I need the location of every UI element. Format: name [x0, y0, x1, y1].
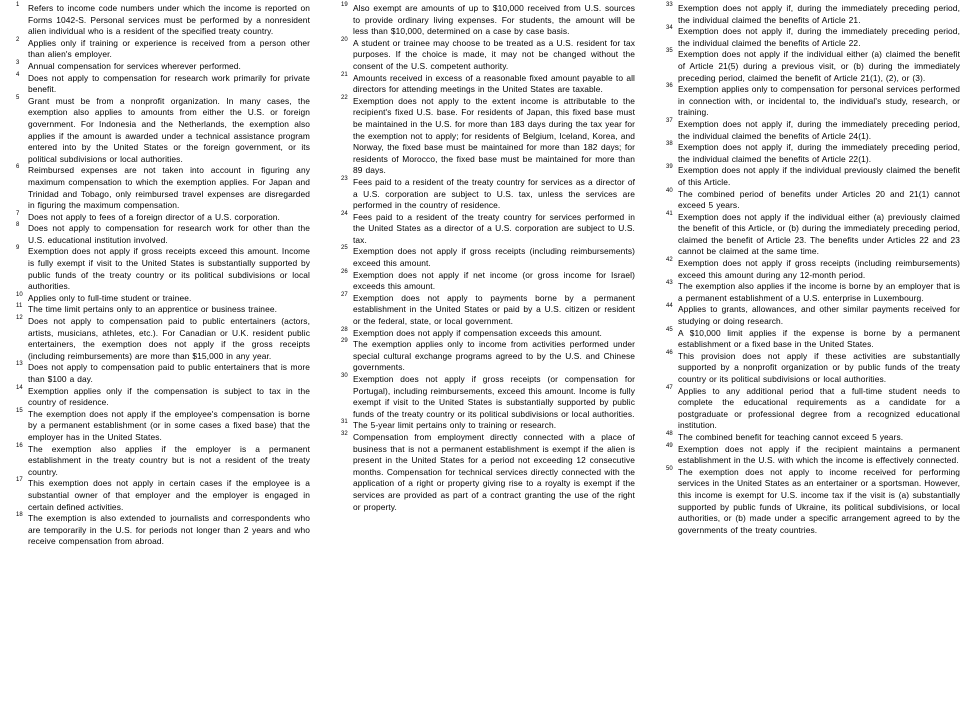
- footnote-29: [341, 339, 635, 374]
- footnote-14: [16, 386, 310, 409]
- footnote-text: The time limit pertains only to an apprentice or business trainee.: [28, 304, 278, 315]
- footnote-number: 31: [341, 419, 348, 426]
- footnote-number: 41: [666, 210, 673, 217]
- footnote-text: Exemption does not apply if, during the immediately preceding period, the individual claimed the benefits of Article 22(1).: [678, 142, 960, 164]
- footnote-27: [341, 293, 635, 328]
- footnote-text: Fees paid to a resident of the treaty country for services performed in the United States as a director of a U.S. corporation are subject to U.S. tax.: [353, 211, 635, 245]
- footnote-number: 43: [666, 280, 673, 287]
- footnote-24: [341, 212, 635, 247]
- footnote-text: Does not apply to fees of a foreign director of a U.S. corporation.: [28, 211, 280, 222]
- footnote-number: 23: [341, 175, 348, 182]
- footnote-number: 45: [666, 326, 673, 333]
- footnote-number: 39: [666, 164, 673, 171]
- footnote-number: 37: [666, 117, 673, 124]
- footnote-text: Exemption does not apply if, during the immediately preceding period, the individual claimed the benefits of Article 21.: [678, 3, 960, 25]
- footnote-number: 35: [666, 48, 673, 55]
- footnote-number: 33: [666, 2, 673, 8]
- footnote-text: The exemption does not apply to income received for performing services in the United States as an entertainer or a sportsman. However, this income is exempt for U.S. income tax if the visit is (a) substantially supported by public funds of Ukraine, its political subdivisions, or local authorities, or (b) made under a specific arrangement agreed to by the governments of the treaty countries.: [678, 466, 960, 535]
- footnote-47: [666, 386, 960, 432]
- footnote-text: Exemption does not apply if gross receipts (including reimbursements) exceed this amount during any 12-month period.: [678, 258, 960, 280]
- footnote-number: 49: [666, 442, 673, 449]
- footnote-number: 26: [341, 268, 348, 275]
- footnote-2: [16, 38, 310, 61]
- footnote-number: 15: [16, 407, 23, 414]
- footnote-text: Exemption does not apply if the individual either (a) previously claimed the benefit of this Article, or (b) during the immediately preceding period, claimed the benefit of Article 23. The benefits under Articles 22 and 23 cannot be claimed at the same time.: [678, 211, 960, 257]
- footnote-13: [16, 362, 310, 385]
- footnote-number: 9: [16, 245, 20, 252]
- footnote-text: Applies only to full-time student or trainee.: [28, 292, 192, 303]
- footnote-30: [341, 374, 635, 420]
- footnote-column-1: [16, 3, 310, 548]
- footnote-number: 1: [16, 2, 20, 8]
- footnote-28: [341, 328, 635, 340]
- footnote-text: Exemption does not apply if, during the immediately preceding period, the individual claimed the benefits of Article 24(1).: [678, 118, 960, 141]
- footnote-number: 32: [341, 430, 348, 437]
- footnote-9: [16, 246, 310, 292]
- footnote-43: [666, 281, 960, 304]
- footnote-16: [16, 444, 310, 479]
- footnote-text: This provision does not apply if these activities are substantially supported by a nonprofit organization or by public funds of the treaty country or its political subdivisions or local authorities.: [678, 350, 960, 384]
- footnote-36: [666, 84, 960, 119]
- footnote-text: Exemption does not apply if gross receipts exceed this amount. Income is fully exempt if visit to the United States is substantially supported by public funds of the treaty country or its political subdivisions or local authorities.: [28, 246, 310, 292]
- footnote-number: 10: [16, 291, 23, 298]
- footnote-text: A student or trainee may choose to be treated as a U.S. resident for tax purposes. If the choice is made, it may not be changed without the consent of the U.S. competent authority.: [353, 37, 635, 71]
- footnote-5: [16, 96, 310, 166]
- footnote-35: [666, 49, 960, 84]
- footnote-18: [16, 513, 310, 548]
- footnote-text: Does not apply to compensation paid to public entertainers (actors, artists, musicians, athletes, etc.). For Canadian or U.K. resident public entertainers, the exemption does not apply if the gross receipts (including reimbursements) are more than $15,000 in any year.: [28, 316, 310, 361]
- footnote-20: [341, 38, 635, 73]
- footnote-26: [341, 270, 635, 293]
- footnote-33: [666, 3, 960, 26]
- footnote-17: [16, 478, 310, 513]
- footnote-38: [666, 142, 960, 165]
- footnote-39: [666, 165, 960, 188]
- footnote-45: [666, 328, 960, 351]
- footnote-7: [16, 212, 310, 224]
- footnote-text: Exemption does not apply if the recipient maintains a permanent establishment in the U.S. with which the income is effectively connected.: [678, 443, 960, 466]
- footnote-number: 40: [666, 187, 673, 194]
- footnote-number: 16: [16, 442, 23, 449]
- footnote-text: Exemption does not apply if gross receipts (including reimbursements) exceed this amount.: [353, 246, 635, 269]
- footnote-19: [341, 3, 635, 38]
- footnote-31: [341, 420, 635, 432]
- footnote-1: [16, 3, 310, 38]
- footnote-text: The 5-year limit pertains only to training or research.: [353, 420, 557, 431]
- footnote-number: 24: [341, 210, 348, 217]
- footnote-text: The combined benefit for teaching cannot exceed 5 years.: [678, 431, 904, 442]
- footnote-number: 4: [16, 71, 20, 78]
- footnote-number: 5: [16, 94, 20, 101]
- footnote-number: 36: [666, 83, 673, 90]
- footnote-text: Also exempt are amounts of up to $10,000 received from U.S. sources to provide ordinary living expenses. For students, the amount will be less than $10,000, determined on a case by case basis.: [353, 3, 635, 37]
- footnote-4: [16, 73, 310, 96]
- footnote-number: 30: [341, 373, 348, 379]
- footnote-number: 47: [666, 384, 673, 391]
- footnote-column-3: [666, 3, 960, 548]
- footnote-40: [666, 189, 960, 212]
- footnote-text: Grant must be from a nonprofit organization. In many cases, the exemption also applies to amounts from either the U.S. or foreign government. For Indonesia and the Netherlands, the exemption also applies if the amount is awarded under a technical assistance program entered into by the United States or the foreign government, or its political subdivisions or local authorities.: [28, 95, 310, 164]
- footnote-text: Exemption does not apply to the extent income is attributable to the recipient's fixed U.S. base. For residents of Japan, this fixed base must be maintained in the U.S. for more than 183 days during the tax year for the exemption not to apply; for residents of Belgium, Iceland, Korea, and Norway, the fixed base must be maintained for more than 182 days; for residents of Morocco, the fixed base must be maintained for more than 89 days.: [353, 95, 635, 176]
- footnote-number: 20: [341, 36, 348, 43]
- footnote-number: 18: [16, 512, 23, 519]
- footnote-text: Does not apply to compensation for research work primarily for private benefit.: [28, 72, 310, 95]
- footnote-25: [341, 246, 635, 269]
- footnote-50: [666, 467, 960, 537]
- footnote-text: The combined period of benefits under Articles 20 and 21(1) cannot exceed 5 years.: [678, 188, 960, 211]
- footnote-number: 44: [666, 303, 673, 310]
- footnote-number: 19: [341, 2, 348, 8]
- footnote-48: [666, 432, 960, 444]
- footnote-text: The exemption is also extended to journalists and correspondents who are temporarily in the U.S. for periods not longer than 2 years and who receive compensation from abroad.: [28, 513, 310, 547]
- footnote-text: Exemption does not apply if the individual previously claimed the benefit of this Article.: [678, 165, 960, 187]
- footnote-number: 12: [16, 315, 23, 322]
- footnote-number: 27: [341, 291, 348, 298]
- footnote-column-2: [341, 3, 635, 548]
- footnote-number: 34: [666, 25, 673, 32]
- footnote-text: Does not apply to compensation paid to public entertainers that is more than $100 a day.: [28, 362, 310, 384]
- footnote-text: Fees paid to a resident of the treaty country for services as a director of a U.S. corporation are subject to U.S. tax, unless the services are performed in the country of residence.: [353, 176, 635, 211]
- footnote-text: A $10,000 limit applies if the expense is borne by a permanent establishment or a fixed base in the United States.: [678, 327, 960, 350]
- footnote-37: [666, 119, 960, 142]
- footnote-text: Does not apply to compensation for research work for other than the U.S. educational institution involved.: [28, 223, 310, 245]
- footnote-text: Exemption does not apply to payments borne by a permanent establishment in the United States or paid by a U.S. citizen or resident or the federal, state, or local government.: [353, 292, 635, 327]
- footnote-text: Exemption does not apply if, during the immediately preceding period, the individual claimed the benefits of Article 22.: [678, 26, 960, 48]
- footnote-text: Exemption does not apply if net income (or gross income for Israel) exceeds this amount.: [353, 269, 635, 292]
- footnote-text: The exemption applies only to income from activities performed under special cultural exchange programs agreed to by the U.S. and Chinese governments.: [353, 339, 635, 373]
- footnote-text: The exemption does not apply if the employee's compensation is borne by a permanent establishment (or in some cases a fixed base) that the employer has in the United States.: [28, 408, 310, 442]
- footnote-text: Exemption does not apply if compensation exceeds this amount.: [353, 327, 602, 338]
- footnote-text: Amounts received in excess of a reasonable fixed amount payable to all directors for attending meetings in the United States are taxable.: [353, 72, 635, 95]
- footnote-32: [341, 432, 635, 513]
- footnote-number: 22: [341, 94, 348, 101]
- footnote-number: 28: [341, 326, 348, 333]
- footnote-text: Refers to income code numbers under which the income is reported on Forms 1042-S. Personal services must be performed by a nonresident alien individual who is a resident of the specified treaty country.: [28, 3, 310, 37]
- footnote-34: [666, 26, 960, 49]
- footnote-10: [16, 293, 310, 305]
- footnote-number: 38: [666, 141, 673, 148]
- footnote-number: 2: [16, 36, 20, 43]
- footnote-23: [341, 177, 635, 212]
- footnote-46: [666, 351, 960, 386]
- footnote-text: Compensation from employment directly connected with a place of business that is not a permanent establishment is exempt if the alien is present in the United States for a period not exceeding 12 consecutive months. Compensation for technical services directly connected with the application of a right or property giving rise to a royalty is exempt if the services are provided as part of a contract granting the use of the right or property.: [353, 431, 635, 512]
- footnote-number: 6: [16, 164, 20, 171]
- footnote-text: Annual compensation for services wherever performed.: [28, 60, 241, 71]
- footnote-44: [666, 304, 960, 327]
- footnote-21: [341, 73, 635, 96]
- footnote-12: [16, 316, 310, 362]
- footnote-text: Exemption applies only if the compensation is subject to tax in the country of residence.: [28, 385, 310, 408]
- footnote-text: Exemption does not apply if the individual either (a) claimed the benefit of Article 21(5) during a previous visit, or (b) during the immediately preceding period, claimed the benefit of Article 21(1), (2), or (3).: [678, 49, 960, 83]
- footnote-number: 7: [16, 210, 20, 217]
- footnote-42: [666, 258, 960, 281]
- footnote-number: 46: [666, 349, 673, 356]
- footnote-49: [666, 444, 960, 467]
- footnote-number: 25: [341, 245, 348, 252]
- footnote-number: 13: [16, 361, 23, 368]
- footnote-number: 8: [16, 222, 20, 229]
- footnote-3: [16, 61, 310, 73]
- footnote-text: Applies only if training or experience is received from a person other than alien's employer.: [28, 37, 310, 60]
- footnote-number: 29: [341, 338, 348, 345]
- footnote-number: 50: [666, 465, 673, 472]
- footnote-15: [16, 409, 310, 444]
- footnote-text: The exemption also applies if the employer is a permanent establishment in the treaty country but is not a resident of the treaty country.: [28, 443, 310, 477]
- footnote-text: Exemption does not apply if gross receipts (or compensation for Portugal), including reimbursements, exceed this amount. Income is fully exempt if visit to the United States is substantially supported by public funds of the treaty country or its political subdivisions or local authorities.: [353, 374, 635, 419]
- footnote-text: Applies to grants, allowances, and other similar payments received for studying or doing research.: [678, 304, 960, 327]
- footnote-11: [16, 304, 310, 316]
- footnote-number: 11: [16, 303, 23, 310]
- footnote-22: [341, 96, 635, 177]
- footnote-number: 17: [16, 477, 23, 484]
- footnote-number: 42: [666, 257, 673, 264]
- footnote-6: [16, 165, 310, 211]
- footnote-text: Exemption applies only to compensation for personal services performed in connection with, or incidental to, the individual's study, research, or training.: [678, 84, 960, 118]
- footnote-8: [16, 223, 310, 246]
- footnote-text: This exemption does not apply in certain cases if the employee is a substantial owner of that employer and the employer is engaged in certain defined activities.: [28, 478, 310, 512]
- footnote-number: 14: [16, 384, 23, 391]
- footnote-number: 21: [341, 71, 348, 78]
- footnote-41: [666, 212, 960, 258]
- footnote-text: Reimbursed expenses are not taken into account in figuring any maximum compensation to which the exemption applies. For Japan and Trinidad and Tobago, only reimbursed travel expenses are disregarded in figuring the maximum compensation.: [28, 165, 310, 211]
- footnote-number: 3: [16, 59, 20, 66]
- footnote-text: Applies to any additional period that a full-time student needs to complete the educational requirements as a candidate for a postgraduate or professional degree from a recognized educational institution.: [678, 385, 960, 431]
- footnote-text: The exemption also applies if the income is borne by an employer that is a permanent establishment of a U.S. enterprise in Luxembourg.: [678, 281, 960, 303]
- footnote-number: 48: [666, 430, 673, 437]
